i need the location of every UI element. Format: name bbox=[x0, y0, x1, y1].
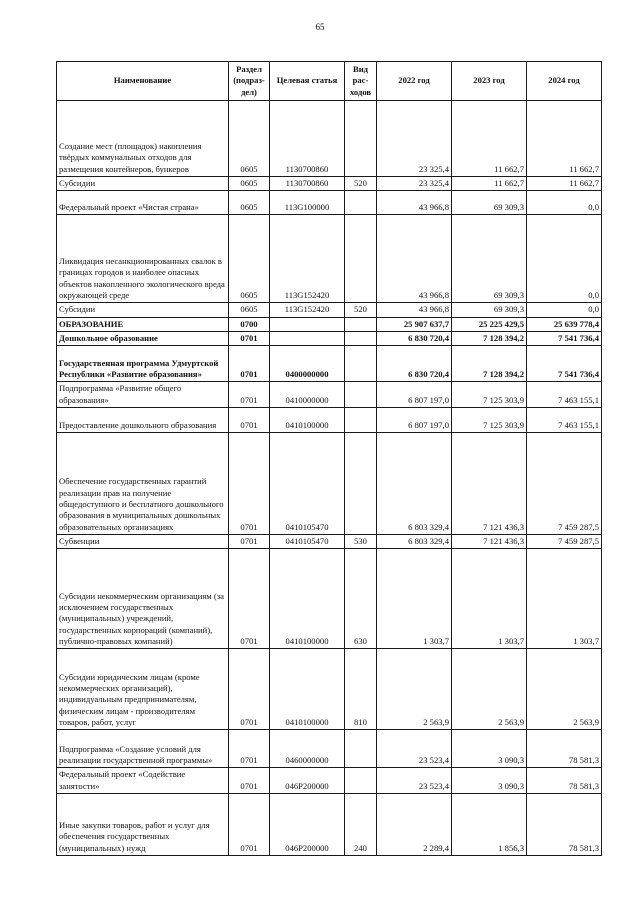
cell-y2024: 0,0 bbox=[527, 215, 602, 303]
cell-target: 1130700860 bbox=[270, 101, 345, 177]
cell-target bbox=[270, 317, 345, 331]
cell-section: 0701 bbox=[229, 549, 270, 649]
cell-y2023: 69 309,3 bbox=[452, 303, 527, 317]
cell-y2022: 23 523,4 bbox=[377, 768, 452, 794]
col-header-2022: 2022 год bbox=[377, 62, 452, 101]
cell-y2022: 43 966,8 bbox=[377, 215, 452, 303]
table-row bbox=[57, 649, 602, 730]
budget-table bbox=[56, 61, 602, 856]
col-header-name: Наименование bbox=[57, 62, 229, 101]
cell-y2022: 6 803 329,4 bbox=[377, 433, 452, 535]
cell-section: 0701 bbox=[229, 332, 270, 346]
cell-target: 0410105470 bbox=[270, 433, 345, 535]
table-row bbox=[57, 408, 602, 433]
table-row bbox=[57, 382, 602, 408]
cell-section: 0605 bbox=[229, 303, 270, 317]
cell-y2024: 11 662,7 bbox=[527, 101, 602, 177]
cell-y2024: 25 639 778,4 bbox=[527, 317, 602, 331]
cell-name: ОБРАЗОВАНИЕ bbox=[57, 317, 229, 331]
cell-type: 810 bbox=[345, 649, 377, 730]
cell-target: 0400000000 bbox=[270, 346, 345, 382]
cell-type: 520 bbox=[345, 177, 377, 191]
cell-section: 0605 bbox=[229, 191, 270, 215]
cell-name: Государственная программа Удмуртской Республики «Развитие образования» bbox=[57, 346, 229, 382]
cell-target: 113G152420 bbox=[270, 215, 345, 303]
cell-name: Дошкольное образование bbox=[57, 332, 229, 346]
cell-section: 0701 bbox=[229, 649, 270, 730]
cell-y2023: 25 225 429,5 bbox=[452, 317, 527, 331]
cell-section: 0701 bbox=[229, 535, 270, 549]
cell-type bbox=[345, 101, 377, 177]
cell-section: 0701 bbox=[229, 346, 270, 382]
cell-type bbox=[345, 332, 377, 346]
cell-name: Ликвидация несанкционированных свалок в границах городов и наиболее опасных объектов накопленного экологического вреда окружающей среде bbox=[57, 215, 229, 303]
cell-y2023: 7 128 394,2 bbox=[452, 332, 527, 346]
cell-type: 240 bbox=[345, 794, 377, 856]
table-row bbox=[57, 794, 602, 856]
cell-name: Обеспечение государственных гарантий реализации прав на получение общедоступного и бесплатного дошкольного образования в муниципальных дошкольных образовательных организациях bbox=[57, 433, 229, 535]
cell-y2022: 43 966,8 bbox=[377, 303, 452, 317]
table-row bbox=[57, 303, 602, 317]
table-row bbox=[57, 215, 602, 303]
cell-y2022: 43 966,8 bbox=[377, 191, 452, 215]
cell-target: 046P200000 bbox=[270, 794, 345, 856]
cell-type bbox=[345, 382, 377, 408]
cell-type bbox=[345, 346, 377, 382]
cell-y2023: 3 090,3 bbox=[452, 730, 527, 768]
cell-y2024: 2 563,9 bbox=[527, 649, 602, 730]
col-header-type: Вид рас-ходов bbox=[345, 62, 377, 101]
cell-y2023: 69 309,3 bbox=[452, 215, 527, 303]
cell-type: 520 bbox=[345, 303, 377, 317]
table-row bbox=[57, 177, 602, 191]
cell-y2023: 3 090,3 bbox=[452, 768, 527, 794]
cell-section: 0701 bbox=[229, 794, 270, 856]
cell-y2022: 23 523,4 bbox=[377, 730, 452, 768]
cell-y2023: 7 121 436,3 bbox=[452, 433, 527, 535]
page-number: 65 bbox=[315, 22, 325, 32]
table-row bbox=[57, 549, 602, 649]
cell-y2023: 7 125 303,9 bbox=[452, 382, 527, 408]
cell-target: 113G152420 bbox=[270, 303, 345, 317]
col-header-2023: 2023 год bbox=[452, 62, 527, 101]
cell-target: 0410100000 bbox=[270, 408, 345, 433]
cell-section: 0605 bbox=[229, 215, 270, 303]
cell-y2024: 7 463 155,1 bbox=[527, 382, 602, 408]
cell-y2022: 2 563,9 bbox=[377, 649, 452, 730]
cell-y2022: 6 830 720,4 bbox=[377, 332, 452, 346]
cell-name: Субсидии некоммерческим организациям (за исключением государственных (муниципальных) учреждений, государственных корпораций (компаний), публично-правовых компаний) bbox=[57, 549, 229, 649]
cell-type bbox=[345, 215, 377, 303]
cell-type bbox=[345, 433, 377, 535]
table-row bbox=[57, 535, 602, 549]
cell-y2024: 1 303,7 bbox=[527, 549, 602, 649]
cell-y2023: 1 856,3 bbox=[452, 794, 527, 856]
cell-y2022: 23 325,4 bbox=[377, 101, 452, 177]
cell-y2022: 6 807 197,0 bbox=[377, 408, 452, 433]
cell-y2024: 7 459 287,5 bbox=[527, 535, 602, 549]
cell-section: 0701 bbox=[229, 382, 270, 408]
cell-y2024: 78 581,3 bbox=[527, 730, 602, 768]
cell-name: Субвенции bbox=[57, 535, 229, 549]
cell-y2024: 78 581,3 bbox=[527, 768, 602, 794]
cell-name: Подпрограмма «Создание условий для реализации государственной программы» bbox=[57, 730, 229, 768]
cell-y2023: 69 309,3 bbox=[452, 191, 527, 215]
cell-y2024: 7 459 287,5 bbox=[527, 433, 602, 535]
col-header-target: Целевая статья bbox=[270, 62, 345, 101]
cell-section: 0700 bbox=[229, 317, 270, 331]
col-header-2024: 2024 год bbox=[527, 62, 602, 101]
cell-name: Предоставление дошкольного образования bbox=[57, 408, 229, 433]
table-row bbox=[57, 191, 602, 215]
cell-target: 046P200000 bbox=[270, 768, 345, 794]
cell-section: 0605 bbox=[229, 177, 270, 191]
cell-section: 0701 bbox=[229, 408, 270, 433]
table-row bbox=[57, 317, 602, 331]
cell-y2022: 25 907 637,7 bbox=[377, 317, 452, 331]
cell-name: Иные закупки товаров, работ и услуг для обеспечения государственных (муниципальных) нужд bbox=[57, 794, 229, 856]
cell-type bbox=[345, 768, 377, 794]
cell-type bbox=[345, 191, 377, 215]
cell-y2022: 6 803 329,4 bbox=[377, 535, 452, 549]
cell-target: 0410105470 bbox=[270, 535, 345, 549]
cell-y2023: 7 121 436,3 bbox=[452, 535, 527, 549]
cell-target: 0410100000 bbox=[270, 649, 345, 730]
cell-y2023: 11 662,7 bbox=[452, 177, 527, 191]
cell-y2024: 7 463 155,1 bbox=[527, 408, 602, 433]
cell-target: 0460000000 bbox=[270, 730, 345, 768]
cell-y2024: 78 581,3 bbox=[527, 794, 602, 856]
table-row bbox=[57, 768, 602, 794]
cell-name: Подпрограмма «Развитие общего образования» bbox=[57, 382, 229, 408]
cell-name: Федеральный проект «Содействие занятости» bbox=[57, 768, 229, 794]
cell-y2023: 7 125 303,9 bbox=[452, 408, 527, 433]
cell-type bbox=[345, 730, 377, 768]
table-row bbox=[57, 433, 602, 535]
cell-target bbox=[270, 332, 345, 346]
cell-y2024: 0,0 bbox=[527, 191, 602, 215]
cell-target: 0410000000 bbox=[270, 382, 345, 408]
cell-section: 0701 bbox=[229, 730, 270, 768]
cell-y2024: 7 541 736,4 bbox=[527, 332, 602, 346]
cell-y2022: 2 289,4 bbox=[377, 794, 452, 856]
cell-type bbox=[345, 408, 377, 433]
table-header-row bbox=[57, 62, 602, 101]
cell-y2024: 11 662,7 bbox=[527, 177, 602, 191]
col-header-section: Раздел (подраз-дел) bbox=[229, 62, 270, 101]
cell-name: Субсидии bbox=[57, 177, 229, 191]
cell-y2022: 6 830 720,4 bbox=[377, 346, 452, 382]
cell-name: Федеральный проект «Чистая страна» bbox=[57, 191, 229, 215]
table-body bbox=[57, 101, 602, 856]
cell-section: 0701 bbox=[229, 433, 270, 535]
cell-y2023: 2 563,9 bbox=[452, 649, 527, 730]
cell-name: Субсидии bbox=[57, 303, 229, 317]
cell-y2024: 7 541 736,4 bbox=[527, 346, 602, 382]
cell-y2022: 6 807 197,0 bbox=[377, 382, 452, 408]
cell-y2022: 1 303,7 bbox=[377, 549, 452, 649]
cell-name: Субсидии юридическим лицам (кроме некоммерческих организаций), индивидуальным предпринимателям, физическим лицам - производителям товаров, работ, услуг bbox=[57, 649, 229, 730]
table-row bbox=[57, 332, 602, 346]
table-row bbox=[57, 101, 602, 177]
cell-y2024: 0,0 bbox=[527, 303, 602, 317]
cell-y2022: 23 325,4 bbox=[377, 177, 452, 191]
cell-target: 1130700860 bbox=[270, 177, 345, 191]
table-row bbox=[57, 346, 602, 382]
cell-y2023: 11 662,7 bbox=[452, 101, 527, 177]
cell-section: 0701 bbox=[229, 768, 270, 794]
cell-y2023: 1 303,7 bbox=[452, 549, 527, 649]
cell-target: 113G100000 bbox=[270, 191, 345, 215]
cell-section: 0605 bbox=[229, 101, 270, 177]
cell-type bbox=[345, 317, 377, 331]
cell-type: 530 bbox=[345, 535, 377, 549]
cell-type: 630 bbox=[345, 549, 377, 649]
cell-target: 0410100000 bbox=[270, 549, 345, 649]
cell-name: Создание мест (площадок) накопления твёрдых коммунальных отходов для размещения контейнеров, бункеров bbox=[57, 101, 229, 177]
table-row bbox=[57, 730, 602, 768]
cell-y2023: 7 128 394,2 bbox=[452, 346, 527, 382]
